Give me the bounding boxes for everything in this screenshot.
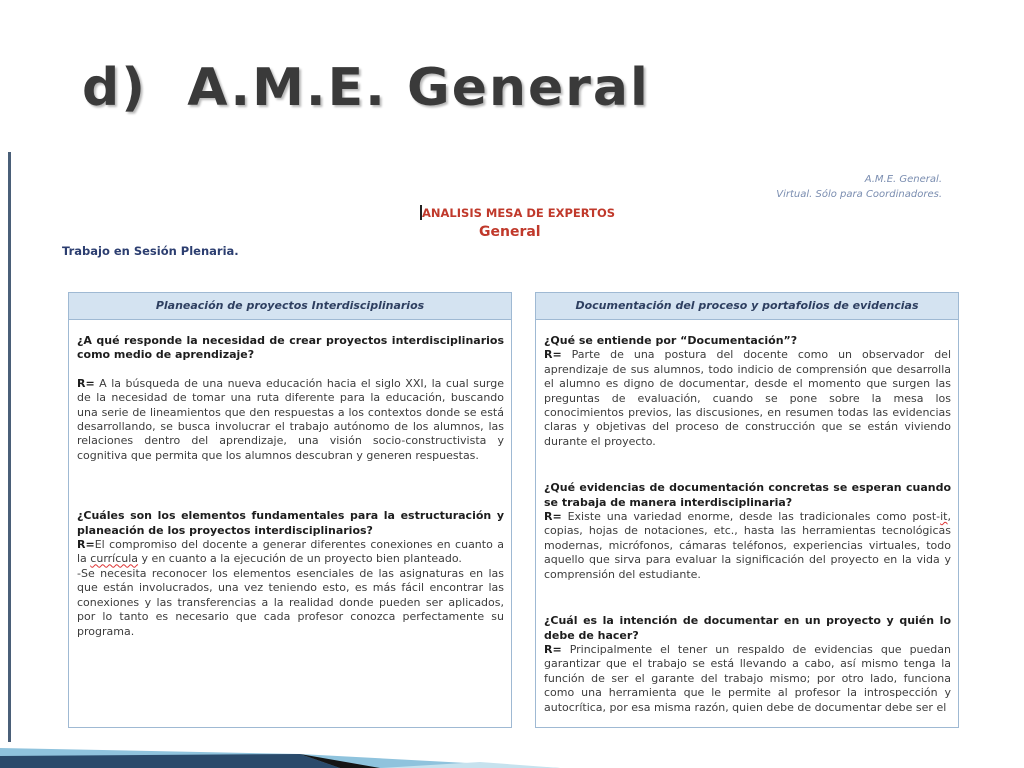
panel-documentacion — [535, 292, 959, 728]
meta-line-2: Virtual. Sólo para Coordinadores. — [776, 189, 942, 200]
panel-planeacion — [68, 292, 512, 728]
panel-header-left: Planeación de proyectos Interdisciplinarios — [69, 293, 511, 320]
qa-item — [77, 509, 504, 639]
band-dark — [0, 754, 340, 768]
answer-prefix: R= — [544, 348, 562, 362]
answer — [544, 510, 951, 582]
answer-text: y en cuanto a la ejecución de un proyecto bien planteado. — [138, 552, 462, 566]
question: ¿Cuál es la intención de documentar en un proyecto y quién lo debe de hacer? — [544, 614, 951, 642]
panel-header-right: Documentación del proceso y portafolios de evidencias — [536, 293, 958, 320]
panel-body-left — [69, 320, 511, 726]
document-heading: ANALISIS MESA DE EXPERTOS — [422, 206, 616, 220]
footer-decoration — [0, 738, 1024, 768]
meta-line-1: A.M.E. General. — [864, 174, 942, 185]
answer-text: El compromiso del docente a generar diferentes conexiones en cuanto a la — [77, 538, 504, 566]
misspelled-word: it — [940, 510, 948, 524]
answer-text: Principalmente el tener un respaldo de evidencias que puedan garantizar que el trabajo se está llevando a cabo, así mismo tenga la función de ser el garante del trabajo mismo; por otro lado, funciona como una herramienta que le permite al profesor la introspección y autocrítica, por esa misma razón, quien debe de documentar debe ser el — [544, 642, 951, 714]
question: ¿A qué responde la necesidad de crear proyectos interdisciplinarios como medio de aprendizaje? — [77, 334, 504, 362]
qa-item — [544, 481, 951, 582]
answer — [77, 377, 504, 463]
qa-item — [544, 334, 951, 449]
answer-prefix: R= — [544, 510, 562, 524]
answer — [544, 348, 951, 449]
qa-item — [544, 614, 951, 715]
session-label: Trabajo en Sesión Plenaria. — [62, 244, 239, 258]
panel-body-right — [536, 320, 958, 726]
document-subheading: General — [479, 224, 541, 240]
answer-prefix: R= — [77, 376, 95, 390]
question: ¿Qué evidencias de documentación concretas se esperan cuando se trabaja de manera interdisciplinaria? — [544, 481, 951, 509]
misspelled-word: currícula — [90, 552, 139, 566]
answer-continued: -Se necesita reconocer los elementos esenciales de las asignaturas en las que están involucrados, una vez teniendo esto, es más fácil encontrar las conexiones y las transferencias a la realidad donde pueden ser aplicados, por lo tanto es necesario que cada profesor conozca perfectamente su programa. — [77, 566, 504, 638]
question: ¿Cuáles son los elementos fundamentales para la estructuración y planeación de los proyectos interdisciplinarios? — [77, 509, 504, 537]
left-accent-rule — [8, 152, 11, 742]
answer-text: , copias, hojas de notaciones, etc., hasta las herramientas tecnológicas modernas, micrófonos, cámaras teléfonos, experiencias virtuales, todo aquello que sirva para evaluar la significación del proyecto en la vida y comprensión del estudiante. — [544, 510, 951, 581]
answer — [544, 643, 951, 715]
answer-text: Parte de una postura del docente como un observador del aprendizaje de sus alumnos, todo indicio de comprensión que desarrolla el alumno es digno de documentar, desde el momento que surgen las preguntas de evaluación, cuando se pone sobre la mesa los conocimientos previos, las discusiones, en resumen todas las evidencias claras y objetivas del proceso de construcción que se están viviendo durante el proyecto. — [544, 348, 951, 448]
answer-prefix: R= — [77, 538, 95, 552]
document-image — [12, 150, 1012, 750]
answer-prefix: R= — [544, 642, 562, 656]
slide-title: d) A.M.E. General — [82, 58, 650, 118]
answer — [77, 538, 504, 567]
qa-item — [77, 334, 504, 463]
answer-text: Existe una variedad enorme, desde las tradicionales como post- — [561, 510, 941, 524]
document-meta — [776, 172, 942, 202]
question: ¿Qué se entiende por “Documentación”? — [544, 334, 798, 347]
answer-text: A la búsqueda de una nueva educación hacia el siglo XXI, la cual surge de la necesidad de tomar una ruta diferente para la educación, buscando una serie de lineamientos que den respuestas a los contextos donde se está desarrollando, se busca involucrar el trabajo autónomo de los alumnos, las relaciones dentro del aprendizaje, una visión socio-constructivista y cognitiva que permita que los alumnos descubran y generen respuestas. — [77, 376, 504, 462]
